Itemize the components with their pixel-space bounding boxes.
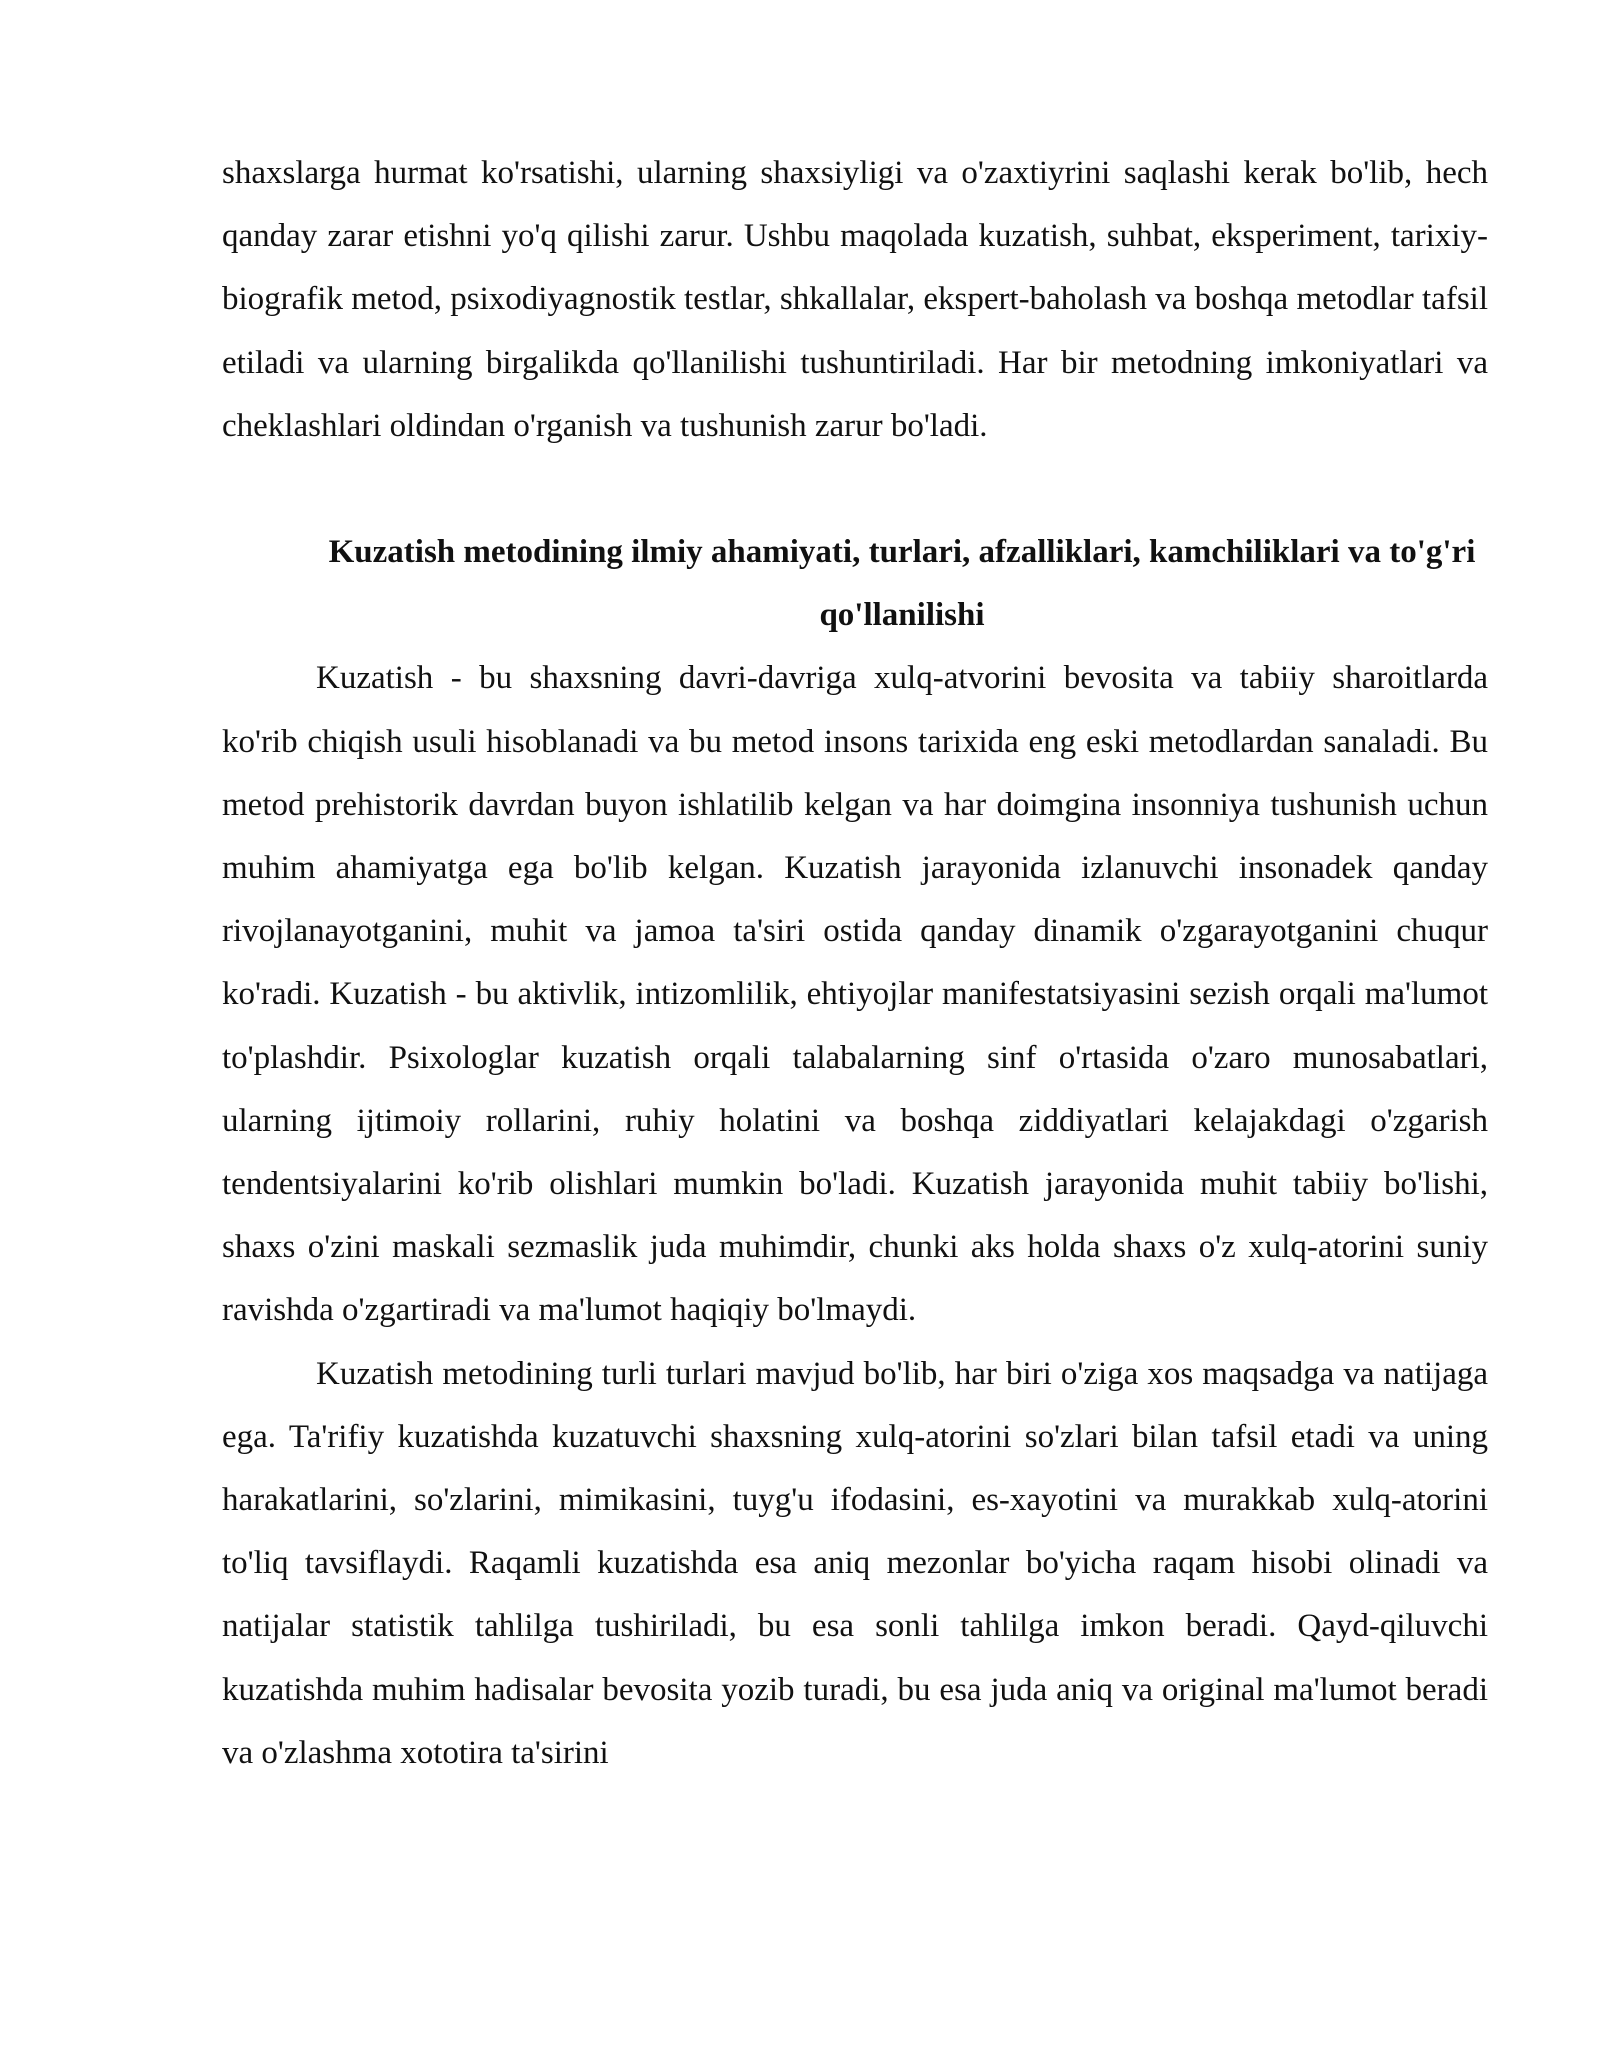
paragraph-spacer: [222, 458, 1488, 521]
body-paragraph-1: Kuzatish - bu shaxsning davri-davriga xulq-atvorini bevosita va tabiiy sharoitlarda ko'rib chiqish usuli hisoblanadi va bu metod insons tarixida eng eski metodlardan sanaladi. Bu metod prehistorik davrdan buyon ishlatilib kelgan va har doimgina insonniya tushunish uchun muhim ahamiyatga ega bo'lib kelgan. Kuzatish jarayonida izlanuvchi insonadek qanday rivojlanayotganini, muhit va jamoa ta'siri ostida qanday dinamik o'zgarayotganini chuqur ko'radi. Kuzatish - bu aktivlik, intizomlilik, ehtiyojlar manifestatsiyasini sezish orqali ma'lumot to'plashdir. Psixologlar kuzatish orqali talabalarning sinf o'rtasida o'zaro munosabatlari, ularning ijtimoiy rollarini, ruhiy holatini va boshqa ziddiyatlari kelajakdagi o'zgarish tendentsiyalarini ko'rib olishlari mumkin bo'ladi. Kuzatish jarayonida muhit tabiiy bo'lishi, shaxs o'zini maskali sezmaslik juda muhimdir, chunki aks holda shaxs o'z xulq-atorini suniy ravishda o'zgartiradi va ma'lumot haqiqiy bo'lmaydi.: [222, 660, 1488, 1329]
document-page: [222, 142, 1488, 1785]
section-heading: Kuzatish metodining ilmiy ahamiyati, turlari, afzalliklari, kamchiliklari va to'g'ri qo'llanilishi: [328, 534, 1476, 634]
body-paragraph-2: Kuzatish metodining turli turlari mavjud bo'lib, har biri o'ziga xos maqsadga va natijaga ega. Ta'rifiy kuzatishda kuzatuvchi shaxsning xulq-atorini so'zlari bilan tafsil etadi va uning harakatlarini, so'zlarini, mimikasini, tuyg'u ifodasini, es-xayotini va murakkab xulq-atorini to'liq tavsiflaydi. Raqamli kuzatishda esa aniq mezonlar bo'yicha raqam hisobi olinadi va natijalar statistik tahlilga tushiriladi, bu esa sonli tahlilga imkon beradi. Qayd-qiluvchi kuzatishda muhim hadisalar bevosita yozib turadi, bu esa juda aniq va original ma'lumot beradi va o'zlashma xototira ta'sirini: [222, 1355, 1488, 1771]
intro-paragraph: shaxslarga hurmat ko'rsatishi, ularning shaxsiyligi va o'zaxtiyrini saqlashi kerak bo'lib, hech qanday zarar etishni yo'q qilishi zarur. Ushbu maqolada kuzatish, suhbat, eksperiment, tarixiy-biografik metod, psixodiyagnostik testlar, shkallalar, ekspert-baholash va boshqa metodlar tafsil etiladi va ularning birgalikda qo'llanilishi tushuntiriladi. Har bir metodning imkoniyatlari va cheklashlari oldindan o'rganish va tushunish zarur bo'ladi.: [222, 155, 1488, 444]
